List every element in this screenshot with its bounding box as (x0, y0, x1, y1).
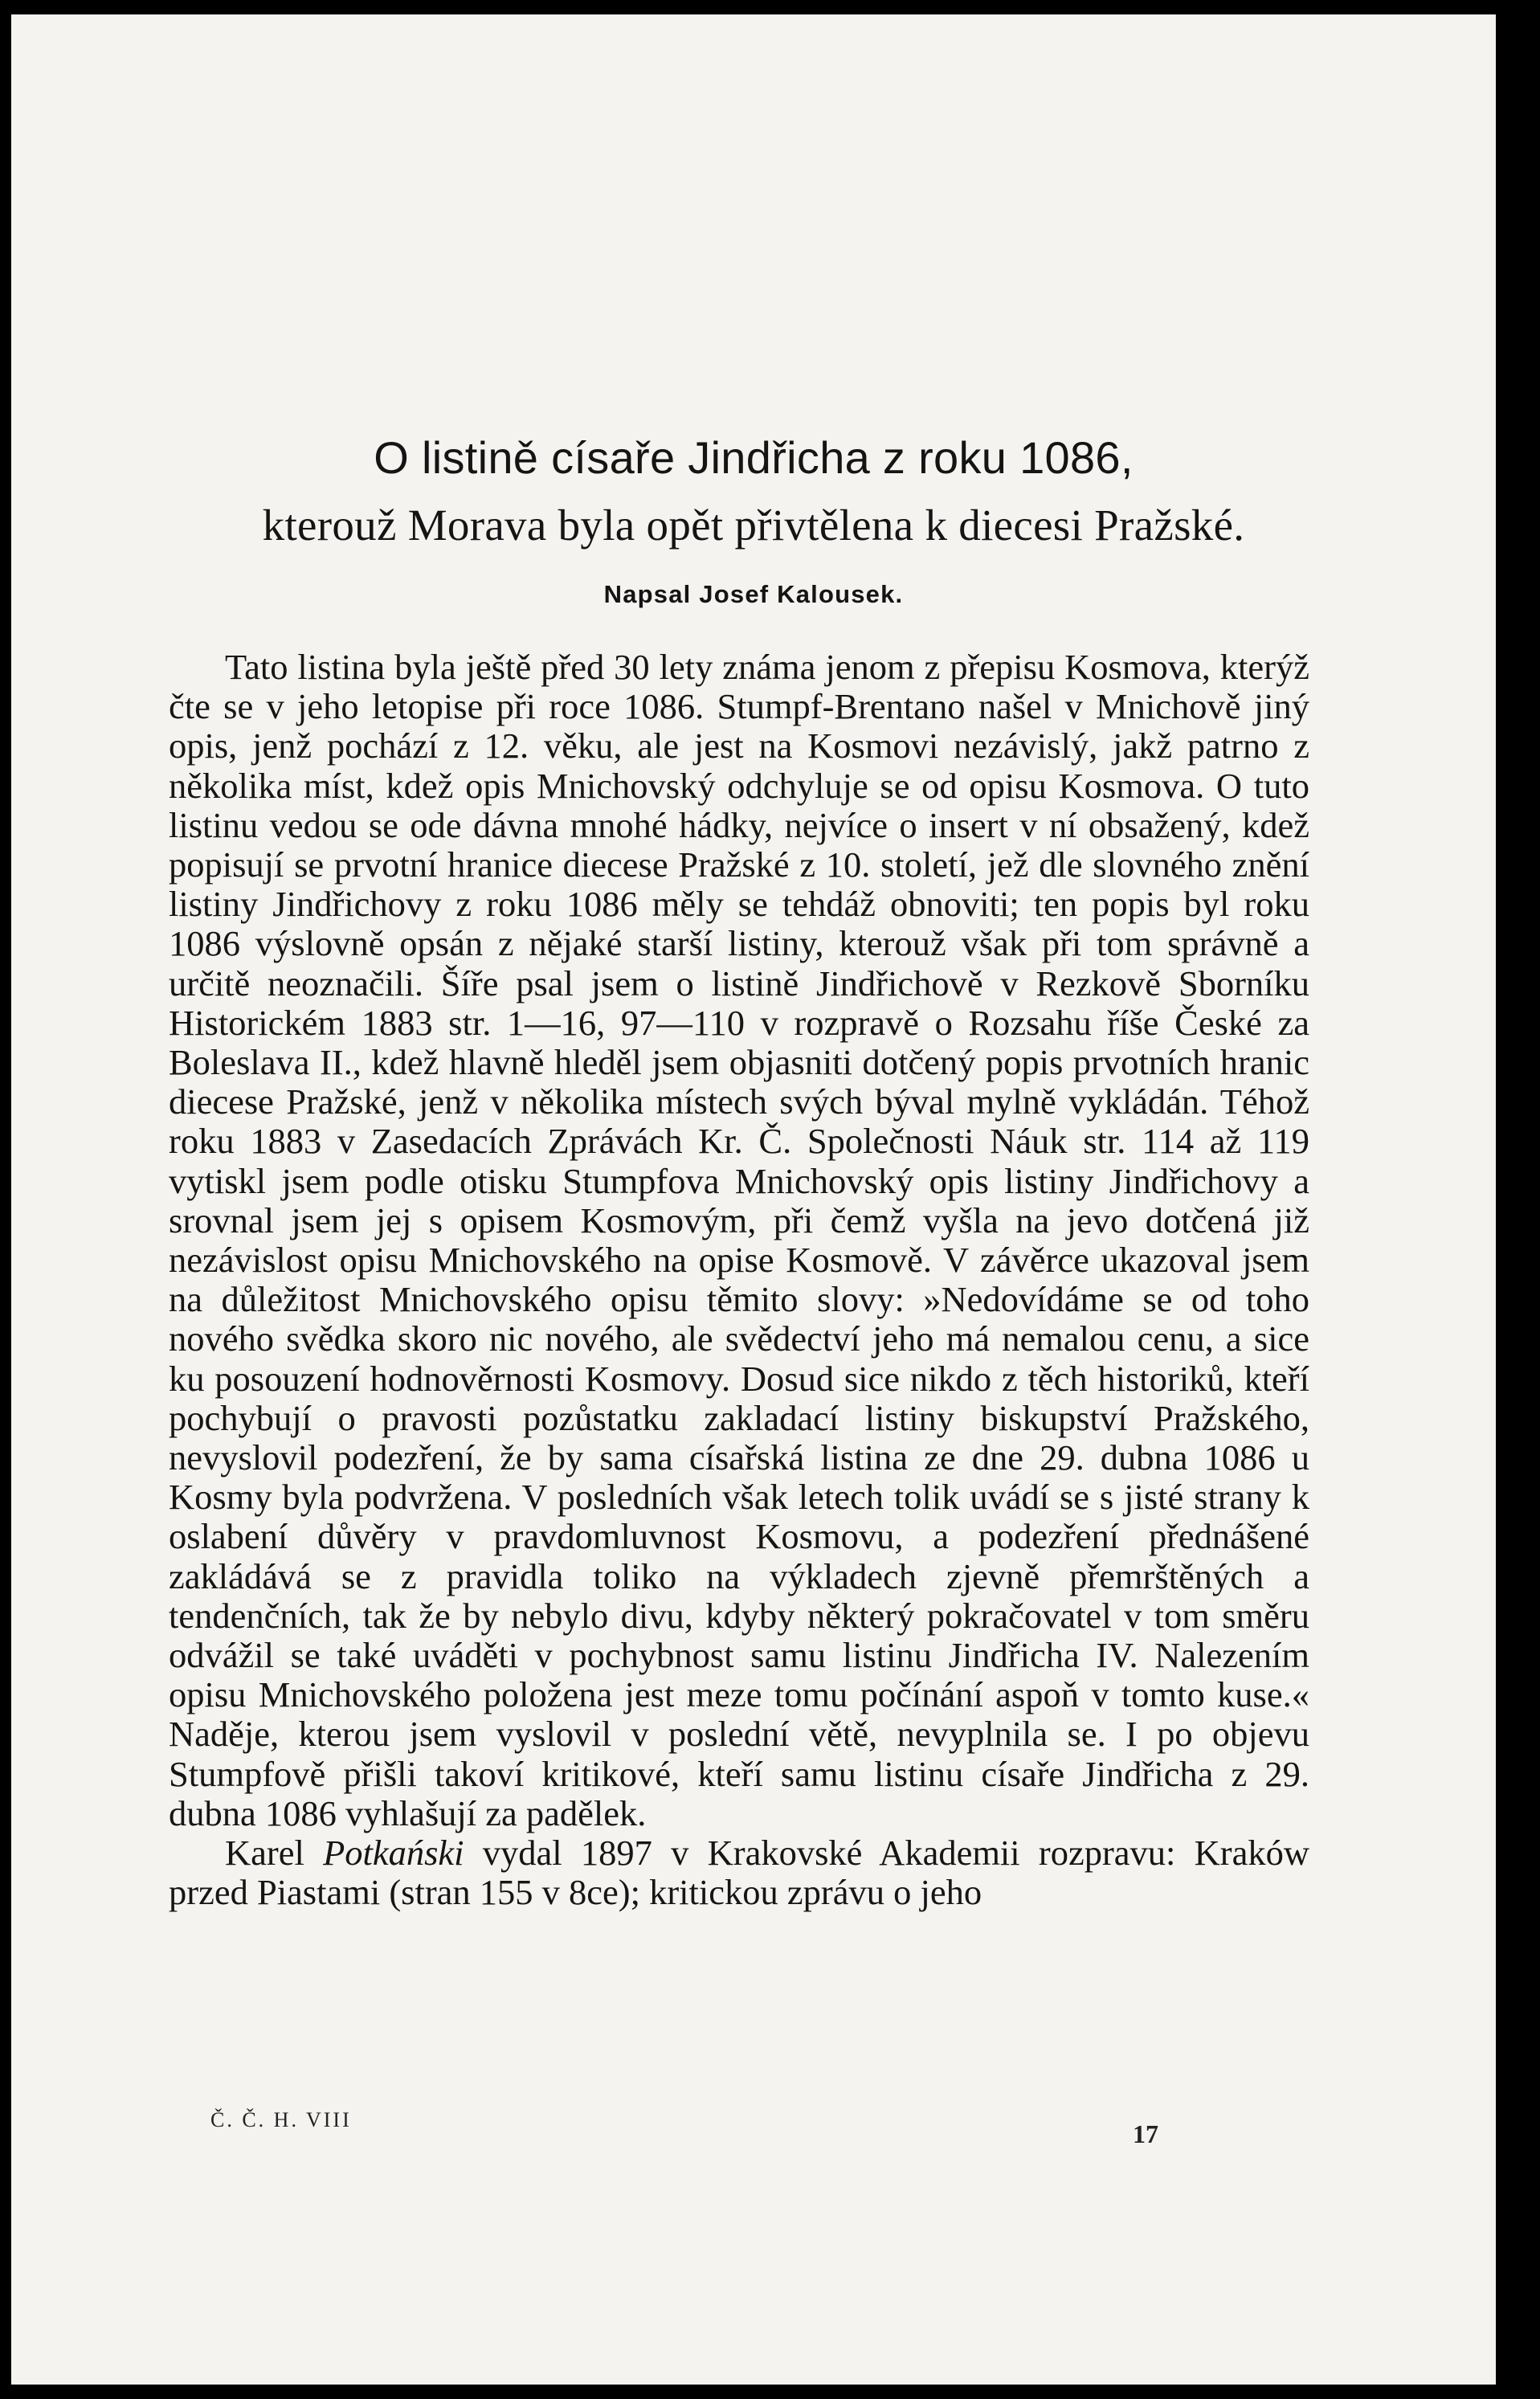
paragraph-2 (169, 1833, 1309, 1912)
title-line-2: kterouž Morava byla opět přivtělena k diecesi Pražské. (262, 501, 1245, 550)
paragraph-2-start: Karel (225, 1833, 324, 1874)
printer-signature: Č. Č. H. VIII (210, 2108, 352, 2131)
author-byline: Napsal Josef Kalousek. (603, 580, 904, 608)
page-number: 17 (1133, 2119, 1158, 2148)
article-body (169, 648, 1309, 1913)
paragraph-2-rest: vydal 1897 v Krakovské Akademii rozpravu: Kraków przed Piastami (stran 155 v 8ce); kritickou zprávu o jeho (169, 1833, 1309, 1913)
article-heading (11, 424, 1496, 609)
title-line-1: O listině císaře Jindřicha z roku 1086, (374, 432, 1134, 483)
document-page (11, 14, 1496, 2385)
author-name-italic: Potkański (323, 1833, 464, 1874)
paragraph-1: Tato listina byla ještě před 30 lety známa jenom z přepisu Kosmova, kterýž čte se v jeho letopise při roce 1086. Stumpf-Brentano našel v Mnichově jiný opis, jenž pochází z 12. věku, ale jest na Kosmovi nezávislý, jakž patrno z několika míst, kdež opis Mnichovský odchyluje se od opisu Kosmova. O tuto listinu vedou se ode dávna mnohé hádky, nejvíce o insert v ní obsažený, kdež popisují se prvotní hranice diecese Pražské z 10. století, jež dle slovného znění listiny Jindřichovy z roku 1086 měly se tehdáž obnoviti; ten popis byl roku 1086 výslovně opsán z nějaké starší listiny, kterouž však při tom správně a určitě neoznačili. Šíře psal jsem o listině Jindřichově v Rezkově Sborníku Historickém 1883 str. 1—16, 97—110 v rozpravě o Rozsahu říše České za Boleslava II., kdež hlavně hleděl jsem objasniti dotčený popis prvotních hranic diecese Pražské, jenž v několika místech svých býval mylně vykládán. Téhož roku 1883 v Zasedacích Zprávách Kr. Č. Společnosti Náuk str. 114 až 119 vytiskl jsem podle otisku Stumpfova Mnichovský opis listiny Jindřichovy a srovnal jsem jej s opisem Kosmovým, při čemž vyšla na jevo dotčená již nezávislost opisu Mnichovského na opise Kosmově. V závěrce ukazoval jsem na důležitost Mnichovského opisu těmito slovy: »Nedovídáme se od toho nového svědka skoro nic nového, ale svědectví jeho má nemalou cenu, a sice ku posouzení hodnověrnosti Kosmovy. Dosud sice nikdo z těch historiků, kteří pochybují o pravosti pozůstatku zakladací listiny biskupství Pražského, nevyslovil podezření, že by sama císařská listina ze dne 29. dubna 1086 u Kosmy byla podvržena. V posledních však letech tolik uvádí se s jisté strany k oslabení důvěry v pravdomluvnost Kosmovu, a podezření přednášené zakládává se z pravidla toliko na výkladech zjevně přemrštěných a tendenčních, tak že by nebylo divu, kdyby některý pokračovatel v tom směru odvážil se také uváděti v pochybnost samu listinu Jindřicha IV. Nalezením opisu Mnichovského položena jest meze tomu počínání aspoň v tomto kuse.« Naděje, kterou jsem vyslovil v poslední větě, nevyplnila se. I po objevu Stumpfově přišli takoví kritikové, kteří samu listinu císaře Jindřicha z 29. dubna 1086 vyhlašují za padělek. (169, 647, 1309, 1833)
